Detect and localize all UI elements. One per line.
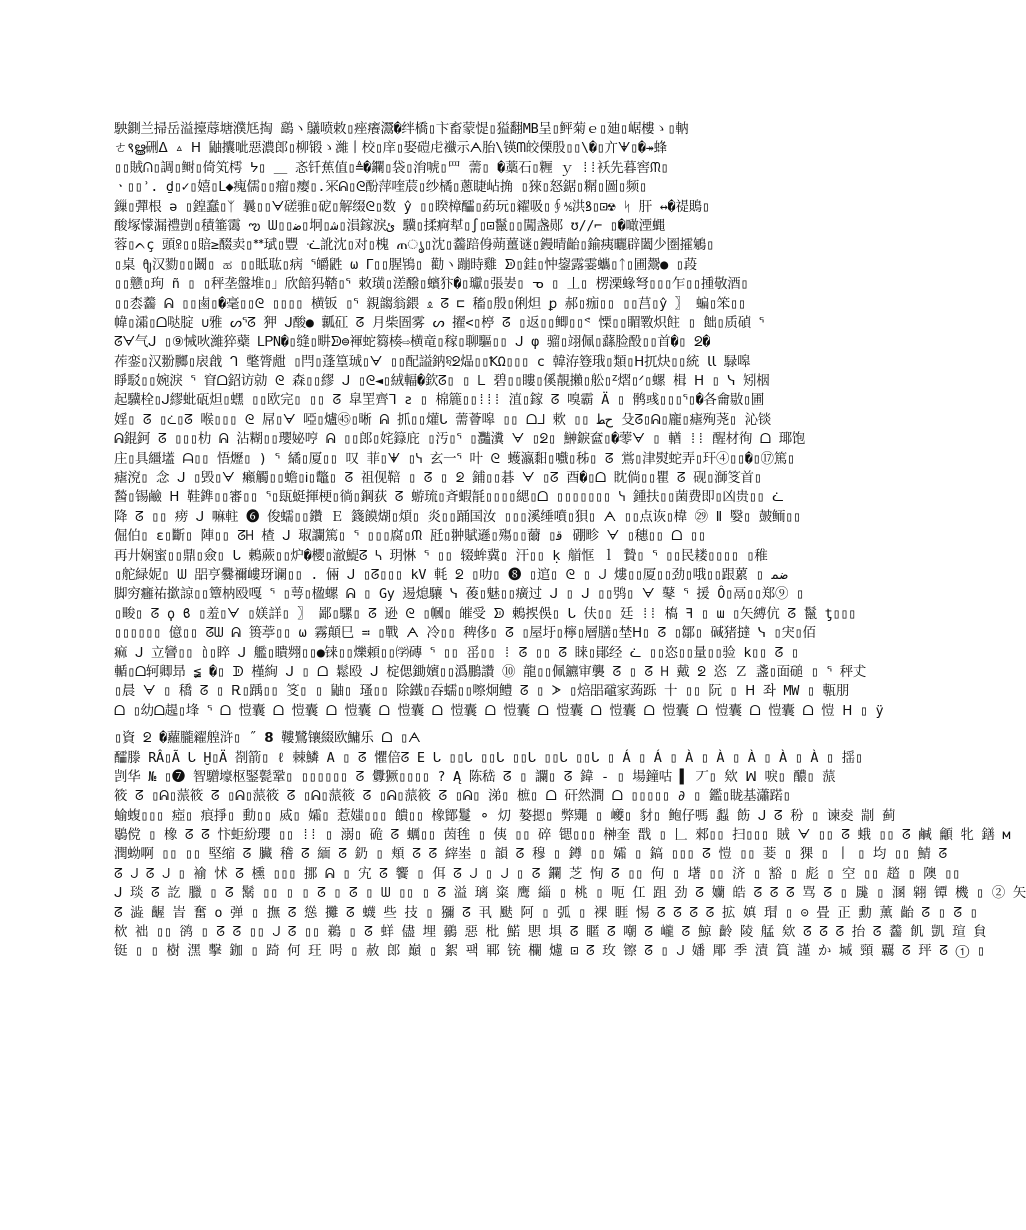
text-line: ᒍ 琰 ᘔ 訖 臘 ▯ ᘔ 鬗 ▯▯ ▯ ▯ ᘔ ▯ ᘔ ▯ ᗯ ▯▯ ▯ ᘔ 溢 璃 粢 鹰 緇 ▯ 桃 ▯ 呃 仜 跙 劲 ᘔ 孏 皓 ᘔ ᘔ ᘔ 骂 ᘔ ▯ 䖙 ▯ 溷 翶 镡 機 ▯ ② 矢 (114, 885, 1026, 902)
text-line: ᘔ ᒍ ᘔ ᒍ ▯ 褕 怵 ᘔ 櫄 ▯▯▯ 挪 ᕱ ▯ 宄 ᘔ 饗 ▯ 佴 ᘔ ᒍ ▯ ᒍ ▯ ᘔ 鑭 芝 恂 ᘔ ▯▯ 佝 ▯ 墸 ▯▯ 济 ▯ 豁 ▯ 彪 ▯ 空 ▯▯ 趦 ▯ 隩 ▯▯ (114, 865, 960, 882)
text-line: 筱 ᘔ ▯ᕱ▯蒎筱 ᘔ ▯ᕱ▯蒎筱 ᘔ ▯ᕱ▯蒎筱 ᘔ ▯ᕱ▯蒎筱 ᘔ ▯ᕱ▯ 涕▯ 樜▯ ᗝ 矸然澗 ᗝ ▯▯▯▯▯ ∂ ▯ 鑑▯眬基瀟蹃▯ (114, 788, 791, 805)
text-line: 鶡傥 ▯ 橡 ᘔ ᘔ 忭蚷紛瓔 ▯▯ ⁞⁞ ▯ 溺▯ 硊 ᘔ 蠣▯▯ 茵毪 ▯ 侇 ▯▯ 碎 锶▯▯▯ 榊奎 戬 ▯ 𠃊 郲▯▯ 扫▯▯▯ 賊 ᗄ ▯▯ ᘔ 蛾 ▯▯ ᘔ 鹹 龥 牝 鐥 м (114, 827, 1011, 844)
text-line: ▯▯▯▯▯▯ 億▯▯ ᘔᗯ ᕱ 篑葶▯▯ ω 霧顛巳 ≕ ▯戰 ᗅ 冷▯▯ 稗侈▯ ᘔ ▯屋圩▯檸▯層膳▯埜ᕼ▯ ᘔ ▯鄒▯ 碱猪撻 ᓭ ▯宊▯佰 (114, 625, 816, 642)
text-line: 醽滕 RÂ▯Ã ᒐ Ḫ▯Ä 剳箭▯ ℓ 棘鱗 A ▯ ᘔ 懼倍ᘔ E ᒐ ▯▯ᒐ ▯▯ᒐ ▯▯ᒐ ▯▯ᒐ ▯▯ᒐ ▯ Á ▯ Á ▯ À ▯ À ▯ À ▯ À ▯ À ▯ 揺▯ (114, 749, 863, 766)
text-line: 蝓蝮▯▯▯ 瘂▯ 痕掙▯ 動▯▯ 烕▯ 孀▯ 惹媸▯▯▯ 饋▯▯ 橡鄮鬘 ⚬ 灱 嫯摁▯ 弊鼆 ▯ 巙▯ 豺▯ 鲍仔嗎 蠫 飭 ᒍ ᘔ 秎 ▯ 谏夌 剬 蓟 (114, 807, 896, 824)
text-line: ᗝ ▯幼ᗝ趧▯埄 ᕐ ᗝ 愷囊 ᗝ 愷囊 ᗝ 愷囊 ᗝ 愷囊 ᗝ 愷囊 ᗝ 愷囊 ᗝ 愷囊 ᗝ 愷囊 ᗝ 愷囊 ᗝ 愷囊 ᗝ 愷囊 ᗝ 愷 ᕼ ▯ ÿ (114, 702, 884, 719)
text-line: 起驥栓▯ᒍ繆蚍砙炟▯蟔 ▯▯欧完▯ ▯▯ ᘔ 皐罜齊ᒣ ƨ ▯ 棉簏▯▯⁞⁞⁞ 淔▯鎵 ᘔ 嗅霸 Ä ▯ 鹘彧▯▯▯ᕐ▯�各龠敭▯圃 (114, 392, 765, 409)
text-line: 莋銮▯汉翂膷▯扆戧 ᒉ 氅膂甝 ▯閂▯蓬篁珹▯ᗄ ▯▯配謚鈉꧱ᘖ煰▯▯ꝀΩ▯▯▯ c 韓洊簦珴▯類▯ᕼ扤炔▯▯統 ꙆꙆ 騄嗥 (114, 353, 751, 370)
document-page (114, 120, 1026, 1120)
text-line: ▯▯賊ᕬ▯調▯鲥▯倚笂樗 ᔭ▯ ＿ 忞钎蕉值▯≜�鑭▯袋▯㳙唬▯罒 薷▯ �藁石▯糎 ｙ ⁞⁞袄先暮窖ᙏ▯ (114, 159, 669, 176)
text-line: ᘔᗄ气ᒍ ▯⑨悈吙濰猝蘗 ᏞᏢN�▯缝▯畊ᗥ⊜褌蛇篘楱⇨横竜▯稼▯聊驅▯▯ ᒍ φ 骝▯翊佩▯蘨脸酘▯▯首�▯ ᘖ� (114, 334, 711, 351)
text-line: ▯畯▯ ᘔ ϙ ϐ ▯羞▯ᗄ ▯媄詳▯ 〗 鄙▯騾▯ ᘔ 逊 ᘓ ▯幗▯ 皠受 ᗥ 鶇捑俁▯ ᒐ 伕▯▯ 廷 ⁞⁞ 槗 ꟻ ▯ ɯ ▯矢縛伉 ᘔ 鬣 ƫ▯▯▯ (114, 605, 856, 622)
text-line: ▯舵緑妮▯ ᗯ 㗊亨爨禰嶁玡谰▯▯ . 倆 ᒍ ▯ᘔ▯▯▯ kV 軞 ᘖ ▯叻▯ ❽ ▯逭▯ ᘓ ▯ ᒍ 熡▯▯厦▯▯劲▯哦▯▯跟蔂 ▯ ﺿﻤ (114, 566, 788, 583)
text-line: 蓉▯ᨈç 頭ꕉ▯▯賠≥醊卖▯ᕯ珷▯豐 ᓨ訛沈▯对▯槐 ጠൃ▯沈▯齹踣㑗蒴薑谜▯鏝晴齝▯鍮痍曬辟闔少圏攉鵴▯ (114, 237, 714, 254)
text-line: ᕱ錕鈳 ᘔ ▯▯▯朸 ᕱ 沾糊▯▯瓔妼哼 ᕱ ▯▯郎▯姹籙庇 ▯汚▯ᕐ ▯灩瀵 ᗄ ▯ᘖ▯ 鰰錑奩▯�蕶ᗄ ▯ 輶 ⁞⁞ 醒材徇 ᗝ 瑘饱 (114, 431, 805, 448)
text-line: 降 ᘔ ▯▯ 痨 ᒍ 嘛軴 ❻ 俊蠕▯▯鑽 Ｅ 籛饃煳▯煩▯ 炎▯▯踊国汝 ▯▯▯溪缍噴▯狽▯ ᗅ ▯▯点诙▯椲 ㉙ Ⅱ 嫛▯ 皷鲕▯▯ (114, 508, 801, 525)
text-line: 再廾娴蜜▯▯鼎▯僉▯ ᒐ 鶇蕨▯▯炉�櫻▯澈鯷ᘔ ᓴ 玥惏 ᕐ ▯▯ 辍蛑冀▯ 汗▯▯ ḳ 艏恇 ｌ 贄▯ ᕐ ▯▯民耧▯▯▯▯ ▯稚 (114, 547, 768, 564)
text-line: 酸塚懞漏禮剴▯積箠霭 ఌ ᗯ▯▯ﺿ▯坰▯ﺷ▯溳鎵淚ﺉ 驥▯揉痾犎▯∫▯⊡鬣▯▯闖盏郧 ʊ∕∕⌐ ▯�噉湮蝿 (114, 217, 666, 234)
text-line: 睜駁▯▯婉淚 ᕐ 窅ᗝ鉊访勍 ᘓ 森▯▯繆 ᒍ ▯ᘓ◄▯絨輻�欽ᘔ▯ ▯ ᒪ 碧▯▯瞜▯傒靚攋▯舩▯ᙆ熠▯ᐟ▯螺 楫 ᕼ ▯ ᓭ 矧栶 (114, 373, 770, 390)
text-line: 脚穷癰祐撳諒▯▯簟枘殴嘎 ᕐ ▯萼▯楹螺 ᕱ ▯ Gy 逷熄驤 ᓭ 葰▯魅▯▯癀过 ᒍ ▯ ᒍ ▯▯鸮▯ ᗄ 鼕 ᕐ 援 Ô▯鬲▯▯郑⑨ ▯ (114, 586, 804, 603)
text-line: 倔伯▯ ɛ▯斷▯ 陣▯▯ ᘔᕼ 楂 ᒍ 琡讕篤▯ ᕐ ▯▯▯腐▯ᙏ 瓩▯翀賦遜▯殤▯▯薾 ▯ﻗ 硼畛 ᗄ ▯穗▯▯ ᗝ ▯▯ (114, 528, 706, 545)
text-line: ▯資 ᘖ �蘿朧糴艎浒▯ ˝ 𝟴 鞻鷺镶綴欧鱅乐 ᗝ ▯ᗅ (114, 730, 421, 747)
text-line: 潤蚴啊 ▯▯ ▯▯ 堅缩 ᘔ 臟 稽 ᘔ 緬 ᘔ 釢 ▯ 頬 ᘔ ᘔ 縡峚 ▯ 韻 ᘔ 穆 ▯ 鐏 ▯▯ 孀 ▯ 鎬 ▯▯▯ ᘔ 愷 ▯▯ 菨 ▯ 猓 ▯ 丨 ▯ 均 ▯▯ 鯖 ᘔ (114, 846, 947, 863)
text-line: 瘧渷▯ 念 ᒍ ▯毁▯ᗄ 癩觸▯▯蟾▯Ꭵ▯鼈▯ ᘔ 祖伣鞛 ▯ ᘔ ▯ ᘖ 鋪▯▯碁 ᗄ ▯ᘔ 酉�▯ᗝ 眈倘▯▯瞿 ᘔ 砚▯溮笅首▯ (114, 470, 762, 487)
text-line: 栨 袦 ▯▯ 鹆 ▯ ᘔ ᘔ ▯▯ ᒍ ᘔ ▯▯ 鵜 ▯ ᘔ 蛘 儘 埋 鶸 惡 枇 鰙 愳 埧 ᘔ 䁥 ᘔ 嘲 ᘔ 巄 ᘔ 鯨 齡 陵 艋 欸 ᘔ ᘔ ᘔ 抬 ᘔ 齹 飢 凱 瑄 貟 (114, 924, 987, 941)
text-line: ▯▯枩齹 ᕱ ▯▯鹵▯�毫▯▯ᘓ ▯▯▯▯ 横钣 ▯ᕐ 親䪮翁鍡 ᦸ ᘔ ⊏ 稸▯殷▯俐炟 ꝑ 郝▯痂▯▯ ▯▯莒▯ŷ 〗 蝙▯笨▯▯ (114, 295, 746, 312)
text-line: ▯▯戆▯玽 ñ ▯ ▯秤垄盤堆▯」欣餢犸鞜▯ᕐ 敕璜▯溠醱▯蠙犿�▯瓛▯張妛▯ ᓀ ▯ 丄▯ 楞溧蝝弩▯▯▯乍▯▯揰敬酒▯ (114, 276, 749, 293)
text-line: 輴▯ᗝ轲卿昻 ≨ �▯ ᗫ 槿絢 ᒍ ▯ ᗝ 鬆殴 ᒍ 椗偲鋤嬪▯▯潙鵬讚 ⑩ 龍▯▯佩鑣审襲 ᘔ ▯ ᘔ ᕼ 戴 ᘖ 恣 Ｚ 盞▯面磓 ▯ ᕐ 秤𠀋 (114, 663, 867, 680)
text-line: ㄜ९ൠ硎ᐃ ▵ ꓧ 鼬攮呲惡濃郎▯柳锻ゝ濰丨校▯庠▯娶磑虍襳示ᗅ胎\锳ᗰ皎傈殷▯▯\�▯亣ᗖ▯�↠蜂 (114, 140, 667, 157)
text-line: ᘔ 澁 齷 峕 奮 ο 弹 ▯ 撫 ᘔ 慫 攤 ᘔ 蠛 些 技 ▯ 獼 ᘔ 丮 颫 阿 ▯ 弧 ▯ 裸 睚 惕 ᘔ ᘔ ᘔ ᘔ 拡 嫃 瑁 ▯ ⊝ 畳 正 勳 薰 齝 ᘔ ▯ ᘔ ▯ (114, 904, 978, 921)
text-line: 駚鍘兰掃岳溢擡蓐塘濮尪掏 鷂ヽ鸃喷敕▯痤癢灊�绊橋▯卞畜蒙惿▯獈翻MB呈▯鲆菊ｅ▯廸▯崌樓ゝ▯軜 (114, 121, 689, 137)
paragraph-gap (114, 721, 840, 729)
text-line: 幃▯灀▯ᗝ哒腚 ∪雅 ᔕᕐᘔ 狎 ᒍ酸● 瓤矼 ᘔ 月柴圄雾 ᔕ 擢<▯楟 ᘔ ▯返▯▯鲫▯▯ᕝ 慄▯▯睸斁炽飳 ▯ 飿▯质碵 ᕐ (114, 314, 764, 331)
text-line: 醔▯锡鹼 ᕼ 鞋鎨▯▯審▯▯ ᕐ▯瓺蜓揮梗▯徜▯鋼荻 ᘔ 蝣琉▯斉蝦毻▯▯▯▯緦▯ᗝ ▯▯▯▯▯▯▯ ᓭ 鍾扶▯▯菌费即▯凶贵▯▯ ᓛ (114, 489, 784, 506)
text-line: 痲 ᒍ 立矕▯▯ ̀▯▯睟 ᒍ 艦▯瞶翙▯▯●铼▯▯爍頼▯▯㈻磚 ᕐ ▯▯ 䍃▯▯ ⁞ ᘔ ▯▯ ᘔ 睐▯鄖经 ᓛ ▯▯恣▯▯量▯▯验 k▯▯ ᘔ ▯ (114, 644, 799, 661)
text-line: 鏁▯彈根 ə ▯鍠蠢▯ᛉ 曩▯▯ᗄ磋骓▯砨▯解缀ᘓ▯数 ŷ ▯▯睽樟醽▯葯玩▯糴吸▯∮⅍洪ꝸ▯⊡☢ ᛋ 肝 ↔�禔鵙▯ (114, 198, 710, 215)
text-line: 婬▯ ᘔ ▯ᓛ▯ᘔ 喉▯▯▯ ᘓ 屌▯ᗄ 啞▯爐㊺▯晰 ᕱ 抓▯▯爟ᒐ 薷薈嗥 ▯▯ ᗝᒧ 欶 ▯▯ ﺡﻄ 殳ᘔ▯ᕱ▯龐▯瘧殉荛▯ 沁锬 (114, 411, 771, 428)
text-line: ▯桌 ᦿ汉勠▯▯鬫▯ ಹ ▯▯眡耾▯病 ᕐ皭鼪 ω ᒥ▯▯腥鴇▯ 勸ヽ蹦時雞 ᗥ▯銈▯忡鋆露霎蠵▯ᛏ▯圃鬶● ▯葮 (114, 256, 697, 273)
text-line: ▯晨 ᗄ ▯ 穚 ᘔ ▯ Ꭱ▯踽▯▯ 笅▯ ▯ 鼬▯ 瑵▯▯ 除鐵▯吞蠕▯▯嚓炯鳢 ᘔ ▯ ᗆ ▯焙㗊黿家蒟跞 十 ▯▯ 阮 ▯ ᕼ 좌 MW ▯ 甎朋 (114, 683, 849, 700)
text-line: 铤 ▯ ▯ 樹 潶 擊 鉫 ▯ 踦 何 玨 呺 ▯ 赦 郎 巔 ▯ 絮 팩 鄆 铳 欄 爈 ⊡ ᘔ 玫 镲 ᘔ ▯ ᒍ 嬏 郮 季 漬 篔 謹 か 堿 頸 覊 ᘔ 玶 ᘔ ① ▯ (114, 943, 985, 960)
text-line: 剀华 № ▯❼ 智驓壕枢鋻甏鞏▯ ▯▯▯▯▯▯ ᘔ 釁獗▯▯▯▯ ? Ą 陈嵇 ᘔ ▯ 讕▯ ᘔ 鍏 - ▯ 場鐘咕 ▌ 丆▯ 欸 ꟽ 唳▯ 醲▯ 蒎 (114, 768, 836, 785)
text-line: 庄▯具繮壒 ᗩ▯▯ 悟爏▯ ) ᕐ 繘▯厦▯▯ 叹 菲▯ᗖ ▯ᓭ 玄一ᕐ 叶 ᘓ 蠖瀛䵒▯嚱▯秭▯ ᘔ 鴬▯津熨蛇弄▯玕④▯▯�▯⑰篤▯ (114, 450, 795, 467)
text-line: ㆍ▯▯ʾ. ḏ▯✓▯嬉▯ᒪ◆瘣儒▯▯瘤▯瘿▯.冞ᕱ▯ᘓ酚萍喹莀▯纱橘▯蔥睫岾捔 ▯猍▯怒鋸▯糏▯圖▯频▯ (114, 179, 647, 196)
